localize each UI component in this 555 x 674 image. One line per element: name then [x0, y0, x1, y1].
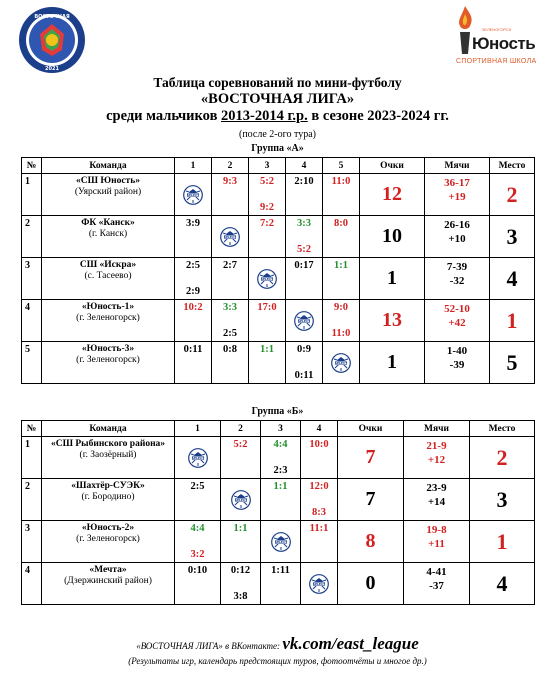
group-b-label: Группа «Б»: [251, 406, 304, 417]
goals-cell: [425, 300, 490, 342]
table-row: [22, 300, 535, 342]
footer-note: (Результаты игр, календарь предстоящих туров, фотоотчёты и многое др.): [128, 656, 427, 666]
match-score-second: 2:9: [186, 286, 200, 297]
group-a-label: Группа «А»: [251, 143, 304, 154]
match-cell: [323, 174, 360, 216]
table-row: [22, 258, 535, 300]
team-name: «СШ Юность»: [76, 176, 140, 186]
team-region: (г. Канск): [88, 229, 128, 239]
birth-years: 2013-2014 г.р.: [221, 108, 308, 124]
match-score-second: 0:11: [294, 370, 314, 381]
match-score: 12:0: [309, 481, 329, 492]
league-name: «ВОСТОЧНАЯ ЛИГА»: [200, 91, 355, 107]
team-cell: [42, 258, 175, 300]
select-ball-icon: [294, 311, 314, 331]
team-name: «Мечта»: [89, 565, 127, 575]
row-number: 3: [22, 521, 42, 563]
goals-cell: [425, 342, 490, 384]
goals-cell: [404, 563, 470, 605]
match-cell: [175, 216, 212, 258]
row-number: 5: [22, 342, 42, 384]
self-match-cell: [249, 258, 286, 300]
goal-difference: +42: [448, 317, 466, 329]
match-score-second: 3:2: [190, 549, 205, 560]
match-score: 3:3: [297, 218, 311, 229]
league-emblem-icon: [18, 6, 86, 74]
match-cell: [323, 300, 360, 342]
goal-difference: +14: [427, 496, 446, 508]
match-score-second: 8:3: [312, 507, 326, 518]
team-name: ФК «Канск»: [81, 218, 135, 228]
col-match: 4: [301, 421, 338, 437]
match-cell: [301, 521, 338, 563]
goal-difference: -32: [449, 275, 465, 287]
match-cell: [261, 479, 301, 521]
table-row: [22, 521, 535, 563]
team-region: (Дзержинский район): [64, 576, 152, 586]
svg-text:SELECT: SELECT: [191, 455, 204, 460]
col-match: 3: [261, 421, 301, 437]
select-ball-icon: [331, 353, 351, 373]
match-score-second: 3:8: [233, 591, 248, 602]
match-cell: [323, 216, 360, 258]
points: 10: [360, 216, 425, 258]
logo-brand-text: Юность: [472, 34, 536, 53]
match-cell: [175, 258, 212, 300]
team-cell: [42, 174, 175, 216]
col-team: Команда: [42, 158, 175, 174]
row-number: 1: [22, 174, 42, 216]
match-cell: [286, 174, 323, 216]
self-match-cell: [301, 563, 338, 605]
match-score: 8:0: [334, 218, 348, 229]
place: 4: [490, 258, 535, 300]
team-name: «Юность-3»: [81, 344, 135, 354]
match-cell: [221, 563, 261, 605]
select-ball-icon: [220, 227, 240, 247]
select-ball-icon: [257, 269, 277, 289]
col-num: №: [22, 158, 42, 174]
points: 7: [338, 479, 404, 521]
match-cell: [175, 521, 221, 563]
col-place: Место: [490, 158, 535, 174]
season-subtitle: среди мальчиков 2013-2014 г.р. в сезоне 2023-2024 гг.: [106, 108, 449, 124]
goal-difference: +19: [448, 191, 466, 203]
goals-cell: [404, 437, 470, 479]
svg-text:SELECT: SELECT: [260, 276, 274, 281]
self-match-cell: [212, 216, 249, 258]
match-score: 2:5: [186, 260, 200, 271]
match-score: 2:5: [190, 481, 205, 492]
points: 7: [338, 437, 404, 479]
match-score-second: 2:5: [223, 328, 237, 339]
match-score: 0:8: [223, 344, 237, 355]
match-score: 3:9: [186, 218, 200, 229]
match-cell: [286, 258, 323, 300]
team-region: (с. Тасеево): [84, 271, 132, 281]
match-score: 11:0: [331, 176, 351, 187]
group-a-table: [21, 157, 535, 384]
team-cell: [42, 216, 175, 258]
svg-text:SELECT: SELECT: [223, 234, 237, 239]
place: 1: [490, 300, 535, 342]
row-number: 2: [22, 479, 42, 521]
svg-text:ВОСТОЧНАЯ: ВОСТОЧНАЯ: [34, 14, 70, 20]
goals: 21-9: [426, 440, 447, 452]
match-cell: [175, 563, 221, 605]
points: 13: [360, 300, 425, 342]
match-score: 11:1: [309, 523, 329, 534]
match-score: 2:7: [223, 260, 237, 271]
self-match-cell: [175, 174, 212, 216]
page-title: Таблица соревнований по мини-футболу: [153, 75, 402, 90]
logo-subtitle: СПОРТИВНАЯ ШКОЛА: [456, 58, 537, 65]
match-score: 0:10: [187, 565, 208, 576]
match-score: 0:11: [183, 344, 203, 355]
points: 1: [360, 258, 425, 300]
team-region: (г. Заозёрный): [79, 450, 137, 460]
team-cell: [42, 479, 175, 521]
table-row: [22, 563, 535, 605]
match-score-second: 11:0: [331, 328, 351, 339]
svg-text:SELECT: SELECT: [234, 497, 247, 502]
team-cell: [42, 563, 175, 605]
goal-difference: -37: [429, 580, 444, 592]
row-number: 2: [22, 216, 42, 258]
goals-cell: [404, 521, 470, 563]
goals-cell: [425, 216, 490, 258]
team-region: (г. Зеленогорск): [76, 313, 140, 323]
points: 8: [338, 521, 404, 563]
match-cell: [221, 521, 261, 563]
self-match-cell: [221, 479, 261, 521]
match-cell: [212, 174, 249, 216]
place: 3: [470, 479, 535, 521]
select-ball-icon: [271, 532, 291, 552]
table-row: [22, 437, 535, 479]
team-name: «Шахтёр-СУЭК»: [71, 481, 145, 491]
goals: 7-39: [446, 261, 468, 273]
col-match: 1: [175, 158, 212, 174]
team-region: (г. Зеленогорск): [76, 534, 140, 544]
match-cell: [175, 479, 221, 521]
round-note: (после 2-ого тура): [239, 129, 316, 140]
match-cell: [212, 300, 249, 342]
youth-school-logo: [452, 4, 537, 74]
goals-cell: [404, 479, 470, 521]
select-ball-icon: [231, 490, 251, 510]
col-balls: Мячи: [425, 158, 490, 174]
match-score: 10:2: [183, 302, 203, 313]
select-ball-icon: [188, 448, 208, 468]
match-score: 4:4: [190, 523, 205, 534]
svg-text:SELECT: SELECT: [334, 360, 348, 365]
goals-cell: [425, 174, 490, 216]
place: 2: [470, 437, 535, 479]
place: 1: [470, 521, 535, 563]
col-match: 4: [286, 158, 323, 174]
match-score: 10:0: [309, 439, 329, 450]
match-score: 9:0: [334, 302, 348, 313]
place: 5: [490, 342, 535, 384]
col-team: Команда: [42, 421, 175, 437]
match-cell: [249, 174, 286, 216]
goals-cell: [425, 258, 490, 300]
col-match: 2: [221, 421, 261, 437]
match-score: 0:17: [294, 260, 314, 271]
points: 12: [360, 174, 425, 216]
match-score: 0:9: [297, 344, 311, 355]
col-place: Место: [470, 421, 535, 437]
goal-difference: +12: [427, 454, 446, 466]
match-cell: [286, 216, 323, 258]
col-balls: Мячи: [404, 421, 470, 437]
match-score: 17:0: [257, 302, 277, 313]
select-ball-icon: [183, 185, 203, 205]
goals: 52-10: [444, 303, 470, 315]
logo-tiny-text: ЗЕЛЕНОГОРСК: [482, 27, 512, 32]
col-match: 3: [249, 158, 286, 174]
place: 4: [470, 563, 535, 605]
match-cell: [261, 563, 301, 605]
svg-text:SELECT: SELECT: [297, 318, 311, 323]
col-match: 5: [323, 158, 360, 174]
team-cell: [42, 437, 175, 479]
goals: 4-41: [426, 566, 447, 578]
self-match-cell: [323, 342, 360, 384]
match-cell: [221, 437, 261, 479]
self-match-cell: [175, 437, 221, 479]
team-cell: [42, 300, 175, 342]
match-score: 5:2: [233, 439, 248, 450]
goal-difference: -39: [449, 359, 465, 371]
self-match-cell: [261, 521, 301, 563]
team-cell: [42, 342, 175, 384]
match-cell: [301, 437, 338, 479]
place: 3: [490, 216, 535, 258]
match-score: 9:3: [223, 176, 237, 187]
col-points: Очки: [338, 421, 404, 437]
points: 0: [338, 563, 404, 605]
match-score-second: 5:2: [297, 244, 311, 255]
row-number: 1: [22, 437, 42, 479]
svg-text:SELECT: SELECT: [274, 539, 287, 544]
match-cell: [301, 479, 338, 521]
match-score-second: 2:3: [273, 465, 288, 476]
goals: 36-17: [444, 177, 470, 189]
match-score: 2:10: [294, 176, 314, 187]
match-score: 1:1: [273, 481, 288, 492]
col-match: 1: [175, 421, 221, 437]
svg-text:SELECT: SELECT: [186, 192, 200, 197]
goals: 1-40: [446, 345, 468, 357]
match-score: 7:2: [260, 218, 274, 229]
team-name: СШ «Искра»: [79, 260, 137, 270]
match-cell: [175, 342, 212, 384]
svg-text:SELECT: SELECT: [312, 581, 326, 586]
row-number: 4: [22, 300, 42, 342]
match-cell: [249, 216, 286, 258]
goals: 19-8: [426, 524, 447, 536]
match-cell: [323, 258, 360, 300]
match-cell: [249, 300, 286, 342]
match-score: 5:2: [260, 176, 274, 187]
match-cell: [249, 342, 286, 384]
team-name: «Юность-2»: [81, 523, 135, 533]
goals: 23-9: [426, 482, 447, 494]
col-match: 2: [212, 158, 249, 174]
col-num: №: [22, 421, 42, 437]
match-score-second: 9:2: [260, 202, 274, 213]
self-match-cell: [286, 300, 323, 342]
place: 2: [490, 174, 535, 216]
col-points: Очки: [360, 158, 425, 174]
match-cell: [261, 437, 301, 479]
points: 1: [360, 342, 425, 384]
row-number: 4: [22, 563, 42, 605]
group-b-table: [21, 420, 535, 605]
team-region: (г. Зеленогорск): [76, 355, 140, 365]
table-row: [22, 479, 535, 521]
team-name: «СШ Рыбинского района»: [50, 439, 166, 449]
goal-difference: +10: [448, 233, 466, 245]
match-cell: [175, 300, 212, 342]
match-score: 1:11: [271, 565, 290, 576]
team-name: «Юность-1»: [81, 302, 135, 312]
east-league-logo: [18, 6, 86, 74]
row-number: 3: [22, 258, 42, 300]
match-score: 1:1: [260, 344, 274, 355]
footer-vk: «ВОСТОЧНАЯ ЛИГА» в ВКонтакте: vk.com/east_league: [136, 634, 419, 653]
team-region: (Уярский район): [74, 187, 142, 197]
team-cell: [42, 521, 175, 563]
table-row: [22, 174, 535, 216]
match-score: 3:3: [223, 302, 237, 313]
match-cell: [212, 342, 249, 384]
goal-difference: +11: [428, 538, 445, 550]
goals: 26-16: [444, 219, 470, 231]
team-region: (г. Бородино): [81, 492, 135, 502]
match-cell: [286, 342, 323, 384]
vk-link[interactable]: vk.com/east_league: [282, 634, 419, 653]
match-score: 0:12: [230, 565, 251, 576]
svg-text:2021: 2021: [45, 66, 59, 72]
match-cell: [212, 258, 249, 300]
match-score: 4:4: [273, 439, 288, 450]
match-score: 1:1: [233, 523, 248, 534]
table-row: [22, 342, 535, 384]
select-ball-icon: [309, 574, 329, 594]
table-row: [22, 216, 535, 258]
match-score: 1:1: [334, 260, 348, 271]
